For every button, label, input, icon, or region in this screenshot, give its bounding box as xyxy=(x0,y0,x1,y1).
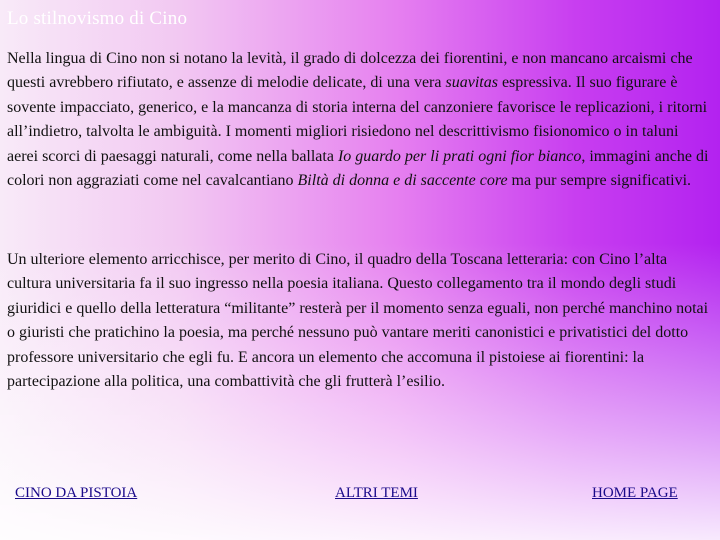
paragraph-1-text-a: Nella lingua di Cino non si notano la levità, il grado di dolcezza dei fiorentini, e non mancano arcaismi che questi avrebbero rifiutato, e assenze di melodie delicate, di una vera xyxy=(7,50,693,92)
link-altri-temi[interactable]: ALTRI TEMI xyxy=(335,485,418,501)
main-text xyxy=(7,47,713,199)
link-cino-da-pistoia[interactable]: CINO DA PISTOIA xyxy=(15,485,138,501)
paragraph-1-text-d: ma pur sempre significativi. xyxy=(507,172,692,190)
paragraph-1-text-b: espressiva. Il suo figurare è sovente impacciato, generico, e la mancanza di storia interna del canzoniere favorisce le replicazioni, i ritorni all’indietro, talvolta le ambiguità. I momenti migliori risiedono nel descrittivismo fisionomico o in taluni aerei scorci di paesaggi naturali, come nella ballata xyxy=(7,74,708,165)
page-title: Lo stilnovismo di Cino xyxy=(7,8,188,29)
italic-suavitas: suavitas xyxy=(445,74,498,92)
italic-ballata-title: Io guardo per li prati ogni fior bianco xyxy=(337,147,582,165)
paragraph-1 xyxy=(7,47,713,193)
paragraph-1-text-c: , immagini anche di colori non aggraziati come nel cavalcantiano xyxy=(7,147,709,190)
italic-poem-title: Biltà di donna e di saccente core xyxy=(297,172,508,190)
link-home-page[interactable]: HOME PAGE xyxy=(592,485,678,501)
paragraph-2: Un ulteriore elemento arricchisce, per merito di Cino, il quadro della Toscana letteraria: con Cino l’alta cultura universitaria fa il suo ingresso nella poesia italiana. Questo collegamento tra il mondo degli studi giuridici e quello della letteratura “militante” resterà per il momento senza eguali, non perché manchino notai o giuristi che pratichino la poesia, ma perché nessuno può vantare meriti canonistici e privatistici del dotto professore universitario che egli fu. E ancora un elemento che accomuna il pistoiese ai fiorentini: la partecipazione alla politica, una combattività che gli frutterà l’esilio. xyxy=(7,251,709,391)
